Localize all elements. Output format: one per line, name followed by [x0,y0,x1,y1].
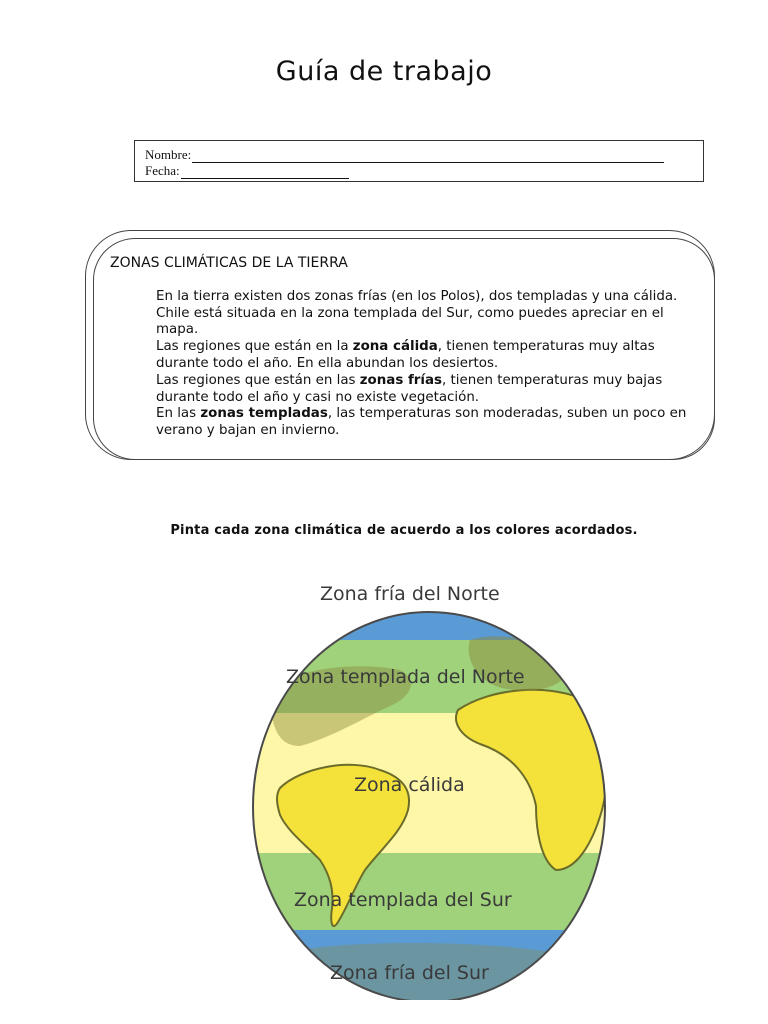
climate-zones-map [240,570,620,1000]
name-line[interactable] [192,150,664,163]
paragraph-warm: Las regiones que están en la zona cálida, tienen temperaturas muy altas durante todo el año. En ella abundan los desiertos. [156,339,655,371]
date-label: Fecha: [145,163,180,178]
date-field[interactable] [145,163,349,179]
label-zona-templada-norte: Zona templada del Norte [286,666,525,688]
label-zona-templada-sur: Zona templada del Sur [294,889,512,911]
paragraph-cold: Las regiones que están en las zonas frías, tienen temperaturas muy bajas durante todo el año y casi no existe vegetación. [156,372,663,405]
label-zona-calida: Zona cálida [354,774,465,796]
student-info-box [134,140,704,182]
instruction-text: Pinta cada zona climática de acuerdo a los colores acordados. [170,523,638,538]
name-label: Nombre: [145,147,192,162]
label-zona-fria-sur: Zona fría del Sur [330,962,489,984]
paragraph-temperate: En las zonas templadas, las temperaturas son moderadas, suben un poco en verano y bajan en invierno. [156,406,687,439]
info-heading: ZONAS CLIMÁTICAS DE LA TIERRA [110,255,348,271]
zone-band-cold-north [240,600,620,645]
page-title: Guía de trabajo [275,56,493,87]
label-zona-fria-norte: Zona fría del Norte [320,583,500,605]
name-field[interactable] [145,147,664,163]
info-text [110,255,710,440]
paragraph-intro: En la tierra existen dos zonas frías (en los Polos), dos templadas y una cálida. Chile está situada en la zona templada del Sur, como puedes apreciar en el mapa. [156,288,678,338]
date-line[interactable] [181,166,349,179]
